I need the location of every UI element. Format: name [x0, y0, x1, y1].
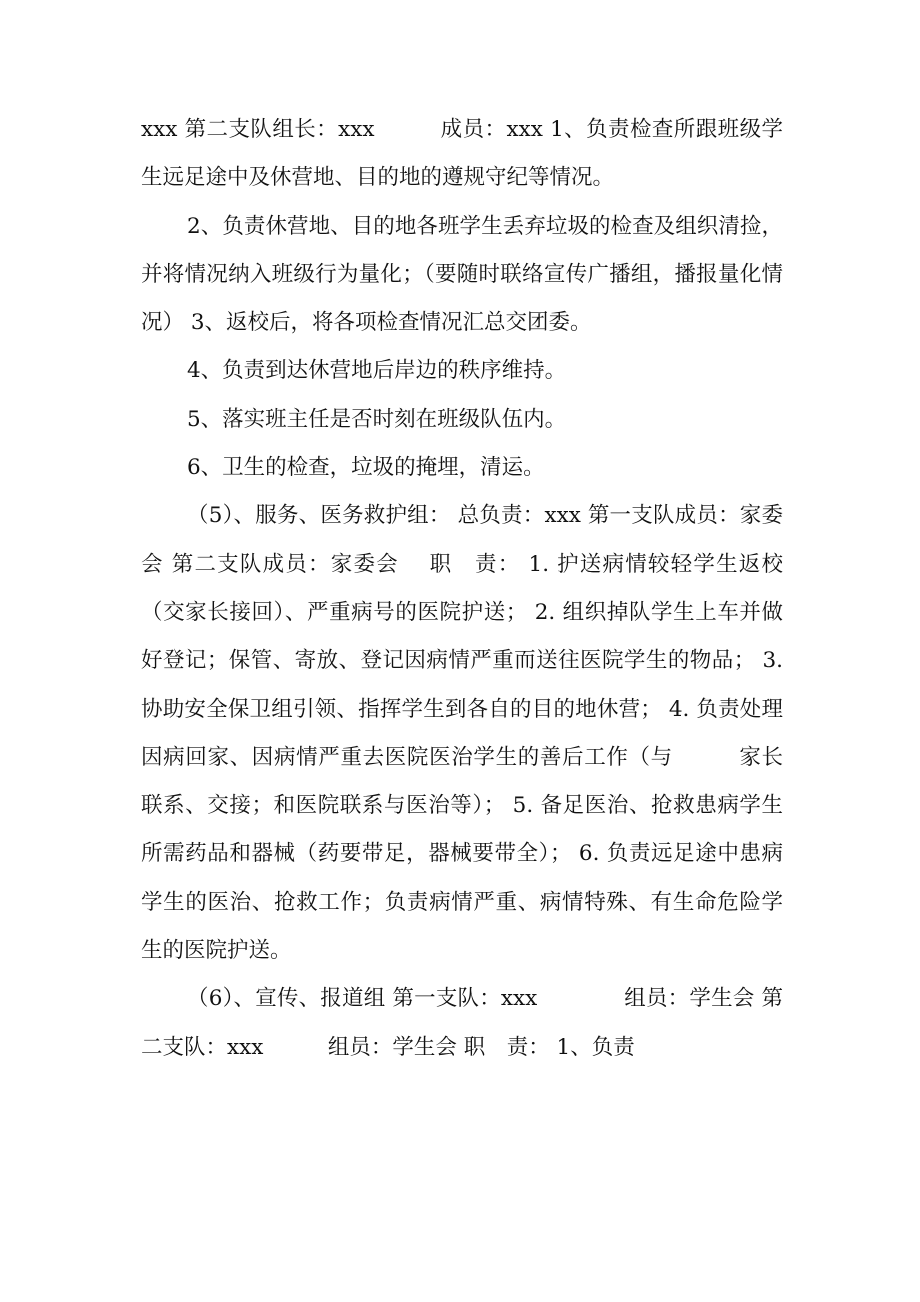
document-page — [141, 106, 783, 1072]
paragraph-7: （6）、宣传、报道组 第一支队：xxx 组员：学生会 第二支队：xxx 组员：学生会 职 责： 1、负责 — [141, 986, 783, 1060]
paragraph-1: xxx 第二支队组长：xxx 成员：xxx 1、负责检查所跟班级学生远足途中及休营地、目的地的遵规守纪等情况。 — [141, 117, 783, 191]
paragraph-3: 4、负责到达休营地后岸边的秩序维持。 — [187, 358, 567, 384]
paragraph-6: （5）、服务、医务救护组： 总负责：xxx 第一支队成员：家委会 第二支队成员：家委会 职 责： 1. 护送病情较轻学生返校（交家长接回）、严重病号的医院护送； 2. 组织掉队学生上车并做好登记；保管、寄放、登记因病情严重而送往医院学生的物品； 3. 协助安全保卫组引领、指挥学生到各自的目的地休营； 4. 负责处理因病回家、因病情严重去医院医治学生的善后工作（与 家长联系、交接；和医院联系与医治等）； 5. 备足医治、抢救患病学生所需药品和器械（药要带足，器械要带全）； 6. 负责远足途中患病学生的医治、抢救工作；负责病情严重、病情特殊、有生命危险学生的医院护送。 — [141, 503, 783, 964]
paragraph-5: 6、卫生的检查，垃圾的掩埋，清运。 — [187, 455, 545, 481]
paragraph-4: 5、落实班主任是否时刻在班级队伍内。 — [187, 406, 567, 432]
paragraph-2: 2、负责休营地、目的地各班学生丢弃垃圾的检查及组织清捡，并将情况纳入班级行为量化；（要随时联络宣传广播组，播报量化情况） 3、返校后，将各项检查情况汇总交团委。 — [141, 213, 783, 336]
